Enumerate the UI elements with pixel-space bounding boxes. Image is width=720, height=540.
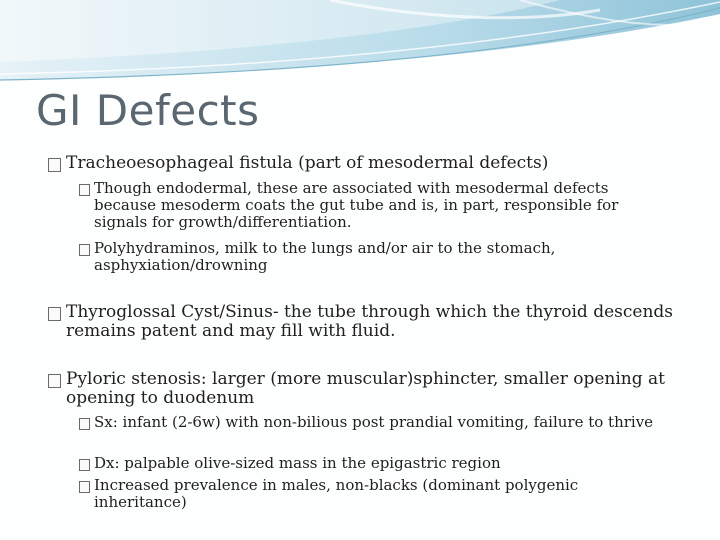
- bullet-box-icon: [48, 374, 61, 388]
- bullet-box-icon: [48, 158, 61, 172]
- bullet-text: Polyhydraminos, milk to the lungs and/or air to the stomach, asphyxiation/drowning: [94, 239, 556, 274]
- bullet-box-icon: [79, 184, 90, 196]
- bullet-text: Sx: infant (2-6w) with non-bilious post prandial vomiting, failure to thrive: [94, 413, 654, 431]
- sub-bullet-diagnosis: [94, 455, 664, 472]
- bullet-text: Though endodermal, these are associated with mesodermal defects because mesoderm coats the gut tube and is, in part, responsible for signals for growth/differentiation.: [94, 179, 619, 231]
- bullet-text: Tracheoesophageal fistula (part of mesodermal defects): [66, 153, 549, 173]
- bullet-box-icon: [79, 481, 90, 493]
- bullet-text: Dx: palpable olive-sized mass in the epigastric region: [94, 454, 501, 472]
- bullet-thyroglossal: [66, 303, 686, 341]
- bullet-text: Pyloric stenosis: larger (more muscular)sphincter, smaller opening at opening to duodenum: [66, 369, 665, 408]
- bullet-box-icon: [79, 459, 90, 471]
- bullet-box-icon: [79, 244, 90, 256]
- header-swoosh-decoration: [0, 0, 720, 90]
- bullet-pyloric-stenosis: [66, 370, 676, 408]
- sub-bullet-prevalence: [94, 477, 664, 511]
- sub-bullet-symptoms: [94, 414, 664, 431]
- sub-bullet-polyhydraminos: [94, 240, 654, 274]
- slide-title: GI Defects: [36, 86, 260, 135]
- bullet-box-icon: [48, 307, 61, 321]
- bullet-text: Increased prevalence in males, non-blacks (dominant polygenic inheritance): [94, 476, 579, 511]
- sub-bullet-endodermal: [94, 180, 669, 231]
- bullet-text: Thyroglossal Cyst/Sinus- the tube through which the thyroid descends remains patent and may fill with fluid.: [66, 302, 674, 341]
- bullet-box-icon: [79, 418, 90, 430]
- bullet-tracheoesophageal: [66, 154, 686, 173]
